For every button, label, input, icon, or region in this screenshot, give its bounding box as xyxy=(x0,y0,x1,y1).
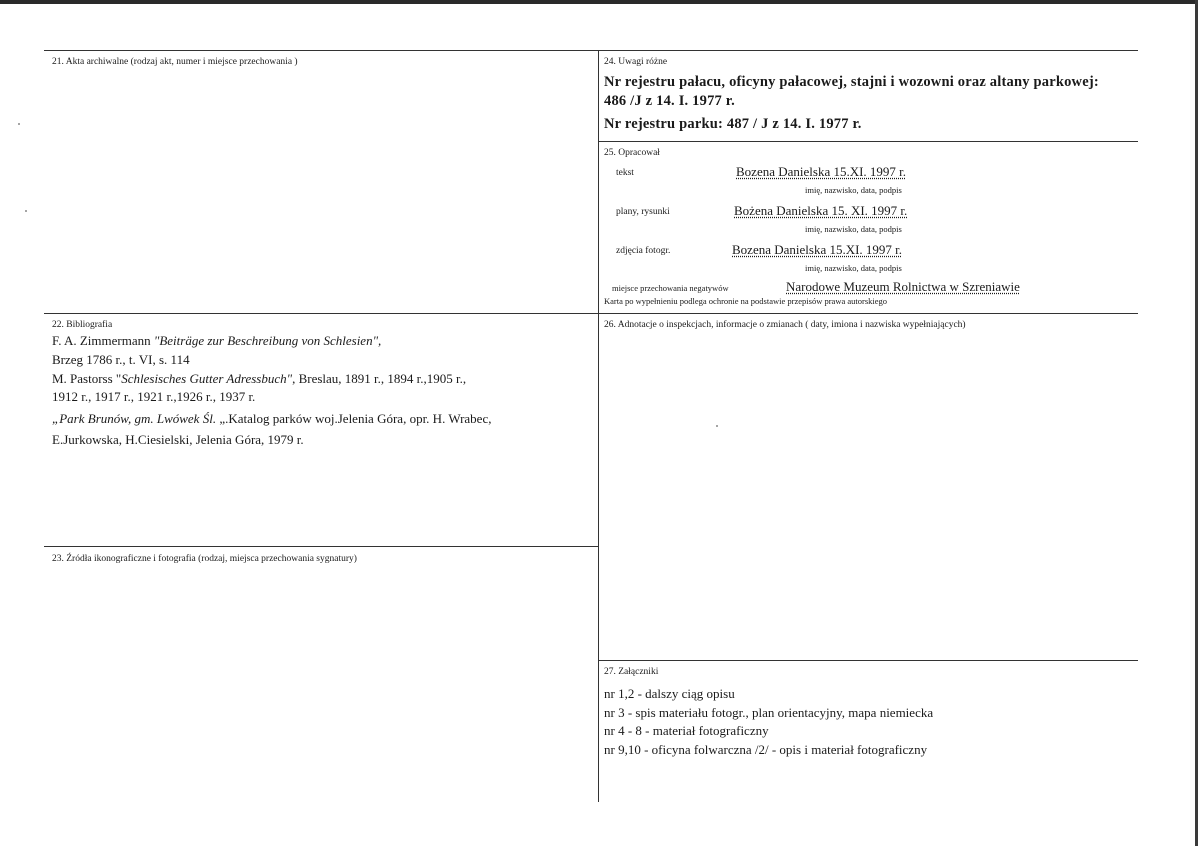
attachment-line-2: nr 3 - spis materiału fotogr., plan orientacyjny, mapa niemiecka xyxy=(604,705,934,720)
register-palace-line: Nr rejestru pałacu, oficyny pałacowej, stajni i wozowni oraz altany parkowej: xyxy=(604,74,1099,90)
bibliography-line-1: F. A. Zimmermann "Beiträge zur Beschreibung von Schlesien", xyxy=(52,333,382,348)
section-23-label: 23. Źródła ikonograficzne i fotografia (rodzaj, miejsca przechowania sygnatury) xyxy=(52,554,357,564)
register-palace-number: 486 /J z 14. I. 1977 r. xyxy=(604,93,735,109)
author-plans-value: Bożena Danielska 15. XI. 1997 r. xyxy=(734,203,908,218)
top-rule xyxy=(44,50,1138,51)
author-photos-caption: imię, nazwisko, data, podpis xyxy=(805,263,902,273)
register-park-line: Nr rejestru parku: 487 / J z 14. I. 1977 r. xyxy=(604,116,862,132)
scan-speck xyxy=(18,123,20,125)
rule-24-25 xyxy=(599,141,1138,142)
rule-22-23 xyxy=(44,546,599,547)
bibliography-line-2: Brzeg 1786 r., t. VI, s. 114 xyxy=(52,352,190,367)
section-27-label: 27. Załączniki xyxy=(604,667,659,677)
center-divider xyxy=(598,50,599,802)
negatives-label: miejsce przechowania negatywów xyxy=(612,283,729,293)
author-photos-label: zdjęcia fotogr. xyxy=(616,246,671,256)
copyright-note: Karta po wypełnieniu podlega ochronie na podstawie przepisów prawa autorskiego xyxy=(604,296,888,306)
author-text-caption: imię, nazwisko, data, podpis xyxy=(805,185,902,195)
section-25-label: 25. Opracował xyxy=(604,148,660,158)
author-plans-label: plany, rysunki xyxy=(616,207,670,217)
rule-21-22 xyxy=(44,313,1138,314)
attachment-line-1: nr 1,2 - dalszy ciąg opisu xyxy=(604,686,735,701)
author-text-value: Bozena Danielska 15.XI. 1997 r. xyxy=(736,164,907,179)
attachment-line-3: nr 4 - 8 - materiał fotograficzny xyxy=(604,723,769,738)
author-text-label: tekst xyxy=(616,168,634,178)
author-photos-value: Bozena Danielska 15.XI. 1997 r. xyxy=(732,242,903,257)
bibliography-line-4: 1912 r., 1917 r., 1921 r.,1926 r., 1937 r. xyxy=(52,389,256,404)
section-21-label: 21. Akta archiwalne (rodzaj akt, numer i miejsce przechowania ) xyxy=(52,57,298,67)
attachment-line-4: nr 9,10 - oficyna folwarczna /2/ - opis i materiał fotograficzny xyxy=(604,742,928,757)
scan-speck xyxy=(716,425,718,427)
scan-speck xyxy=(25,210,27,212)
section-26-label: 26. Adnotacje o inspekcjach, informacje o zmianach ( daty, imiona i nazwiska wypełniających) xyxy=(604,320,966,330)
negatives-value: Narodowe Muzeum Rolnictwa w Szreniawie xyxy=(786,279,1020,294)
bibliography-line-6: E.Jurkowska, H.Ciesielski, Jelenia Góra, 1979 r. xyxy=(52,432,304,447)
scan-top-edge xyxy=(0,0,1198,4)
section-24-label: 24. Uwagi różne xyxy=(604,57,668,67)
rule-26-27 xyxy=(599,660,1138,661)
author-plans-caption: imię, nazwisko, data, podpis xyxy=(805,224,902,234)
bibliography-line-3: M. Pastorss "Schlesisches Gutter Adressbuch", Breslau, 1891 r., 1894 r.,1905 r., xyxy=(52,371,467,386)
section-22-label: 22. Bibliografia xyxy=(52,320,113,330)
bibliography-line-5: „Park Brunów, gm. Lwówek Śl. „.Katalog parków woj.Jelenia Góra, opr. H. Wrabec, xyxy=(52,411,492,426)
